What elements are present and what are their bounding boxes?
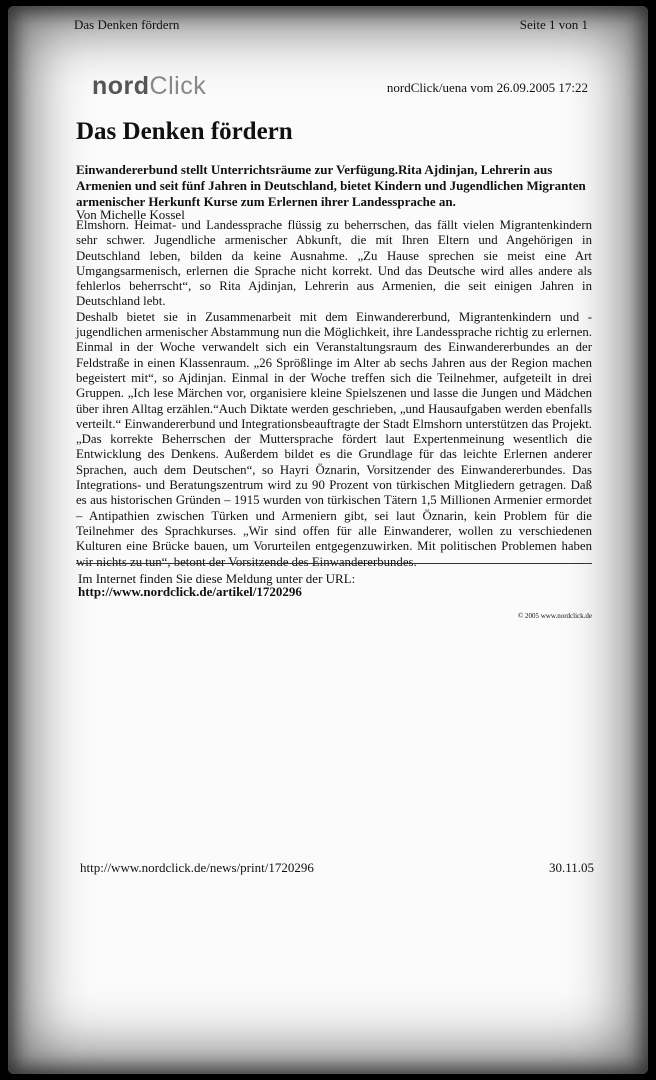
article-url-link[interactable]: http://www.nordclick.de/artikel/1720296 (78, 584, 302, 599)
print-footer-url: http://www.nordclick.de/news/print/1720296 (80, 860, 314, 875)
divider (76, 563, 592, 564)
source-byline: nordClick/uena vom 26.09.2005 17:22 (386, 80, 588, 95)
article-lead: Einwandererbund stellt Unterrichtsräume zur Verfügung.Rita Ajdinjan, Lehrerin aus Armenien und seit fünf Jahren in Deutschland, bietet Kindern und Jugendlichen Migranten armenischer Herkunft Kurse zum Erlernen ihrer Landessprache an. (76, 162, 586, 209)
url-intro-text: Im Internet finden Sie diese Meldung unter der URL: (78, 571, 356, 586)
print-footer-date: 30.11.05 (548, 860, 594, 875)
article-body (76, 218, 592, 570)
copyright-notice: © 2005 www.nordclick.de (517, 612, 592, 620)
print-header-title: Das Denken fördern (74, 17, 180, 32)
print-header-page-count: Seite 1 von 1 (519, 17, 588, 32)
article-title: Das Denken fördern (76, 118, 293, 145)
article-author: Von Michelle Kossel (76, 207, 185, 222)
nordclick-logo: nordClick (92, 72, 207, 100)
article-paragraph: Elmshorn. Heimat- und Landessprache flüssig zu beherrschen, das fällt vielen Migrantenkindern sehr schwer. Jugendliche armenischer Abkunft, die mit Ihren Eltern und Angehörigen in Deutschland leben, bilden da keine Ausnahme. „Zu Hause sprechen sie meist eine Art Umgangsarmenisch, erlernen die Sprache nicht korrekt. Und das Deutsche wird alles andere als fehlerlos beherrscht“, so Rita Ajdinjan, Lehrerin aus Armenien, die seit einigen Jahren in Deutschland lebt. (76, 218, 592, 309)
article-paragraph: Deshalb bietet sie in Zusammenarbeit mit dem Einwandererbund, Migrantenkindern und - jugendlichen armenischer Abstammung nun die Möglichkeit, ihre Landessprache richtig zu erlernen. Einmal in der Woche verwandelt sich ein Veranstaltungsraum des Einwandererbundes an der Feldstraße in einen Klassenraum. „26 Sprößlinge im Alter ab sechs Jahren aus der Region machen begeistert mit“, so Ajdinjan. Einmal in der Woche treffen sich die Teilnehmer, aufgeteilt in drei Gruppen. „Ich lese Märchen vor, organisiere kleine Spielszenen und lasse die Jungen und Mädchen über ihren Alltag erzählen.“Auch Diktate werden geschrieben, „und Hausaufgaben werden ebenfalls verteilt.“ Einwandererbund und Integrationsbeauftragte der Stadt Elmshorn unterstützen das Projekt. „Das korrekte Beherrschen der Muttersprache fördert laut Expertenmeinung wesentlich die Entwicklung des Denkens. Außerdem bildet es die Grundlage für das leichte Erlernen anderer Sprachen, auch dem Deutschen“, so Hayri Öznarin, Vorsitzender des Einwandererbundes. Das Integrations- und Beratungszentrum wird zu 90 Prozent von türkischen Mitgliedern getragen. Daß es aus historischen Gründen – 1915 wurden von türkischen Tätern 1,5 Millionen Armenier ermordet – Antipathien zwischen Türken und Armeniern gibt, sei laut Öznarin, kein Problem für die Teilnehmer des Sprachkurses. „Wir sind offen für alle Einwanderer, wollen zu verschiedenen Kulturen eine Brücke bauen, um Vorurteilen entgegenzuwirken. Mit politischen Problemen haben wir nichts zu tun“, betont der Vorsitzende des Einwandererbundes. (76, 309, 592, 569)
